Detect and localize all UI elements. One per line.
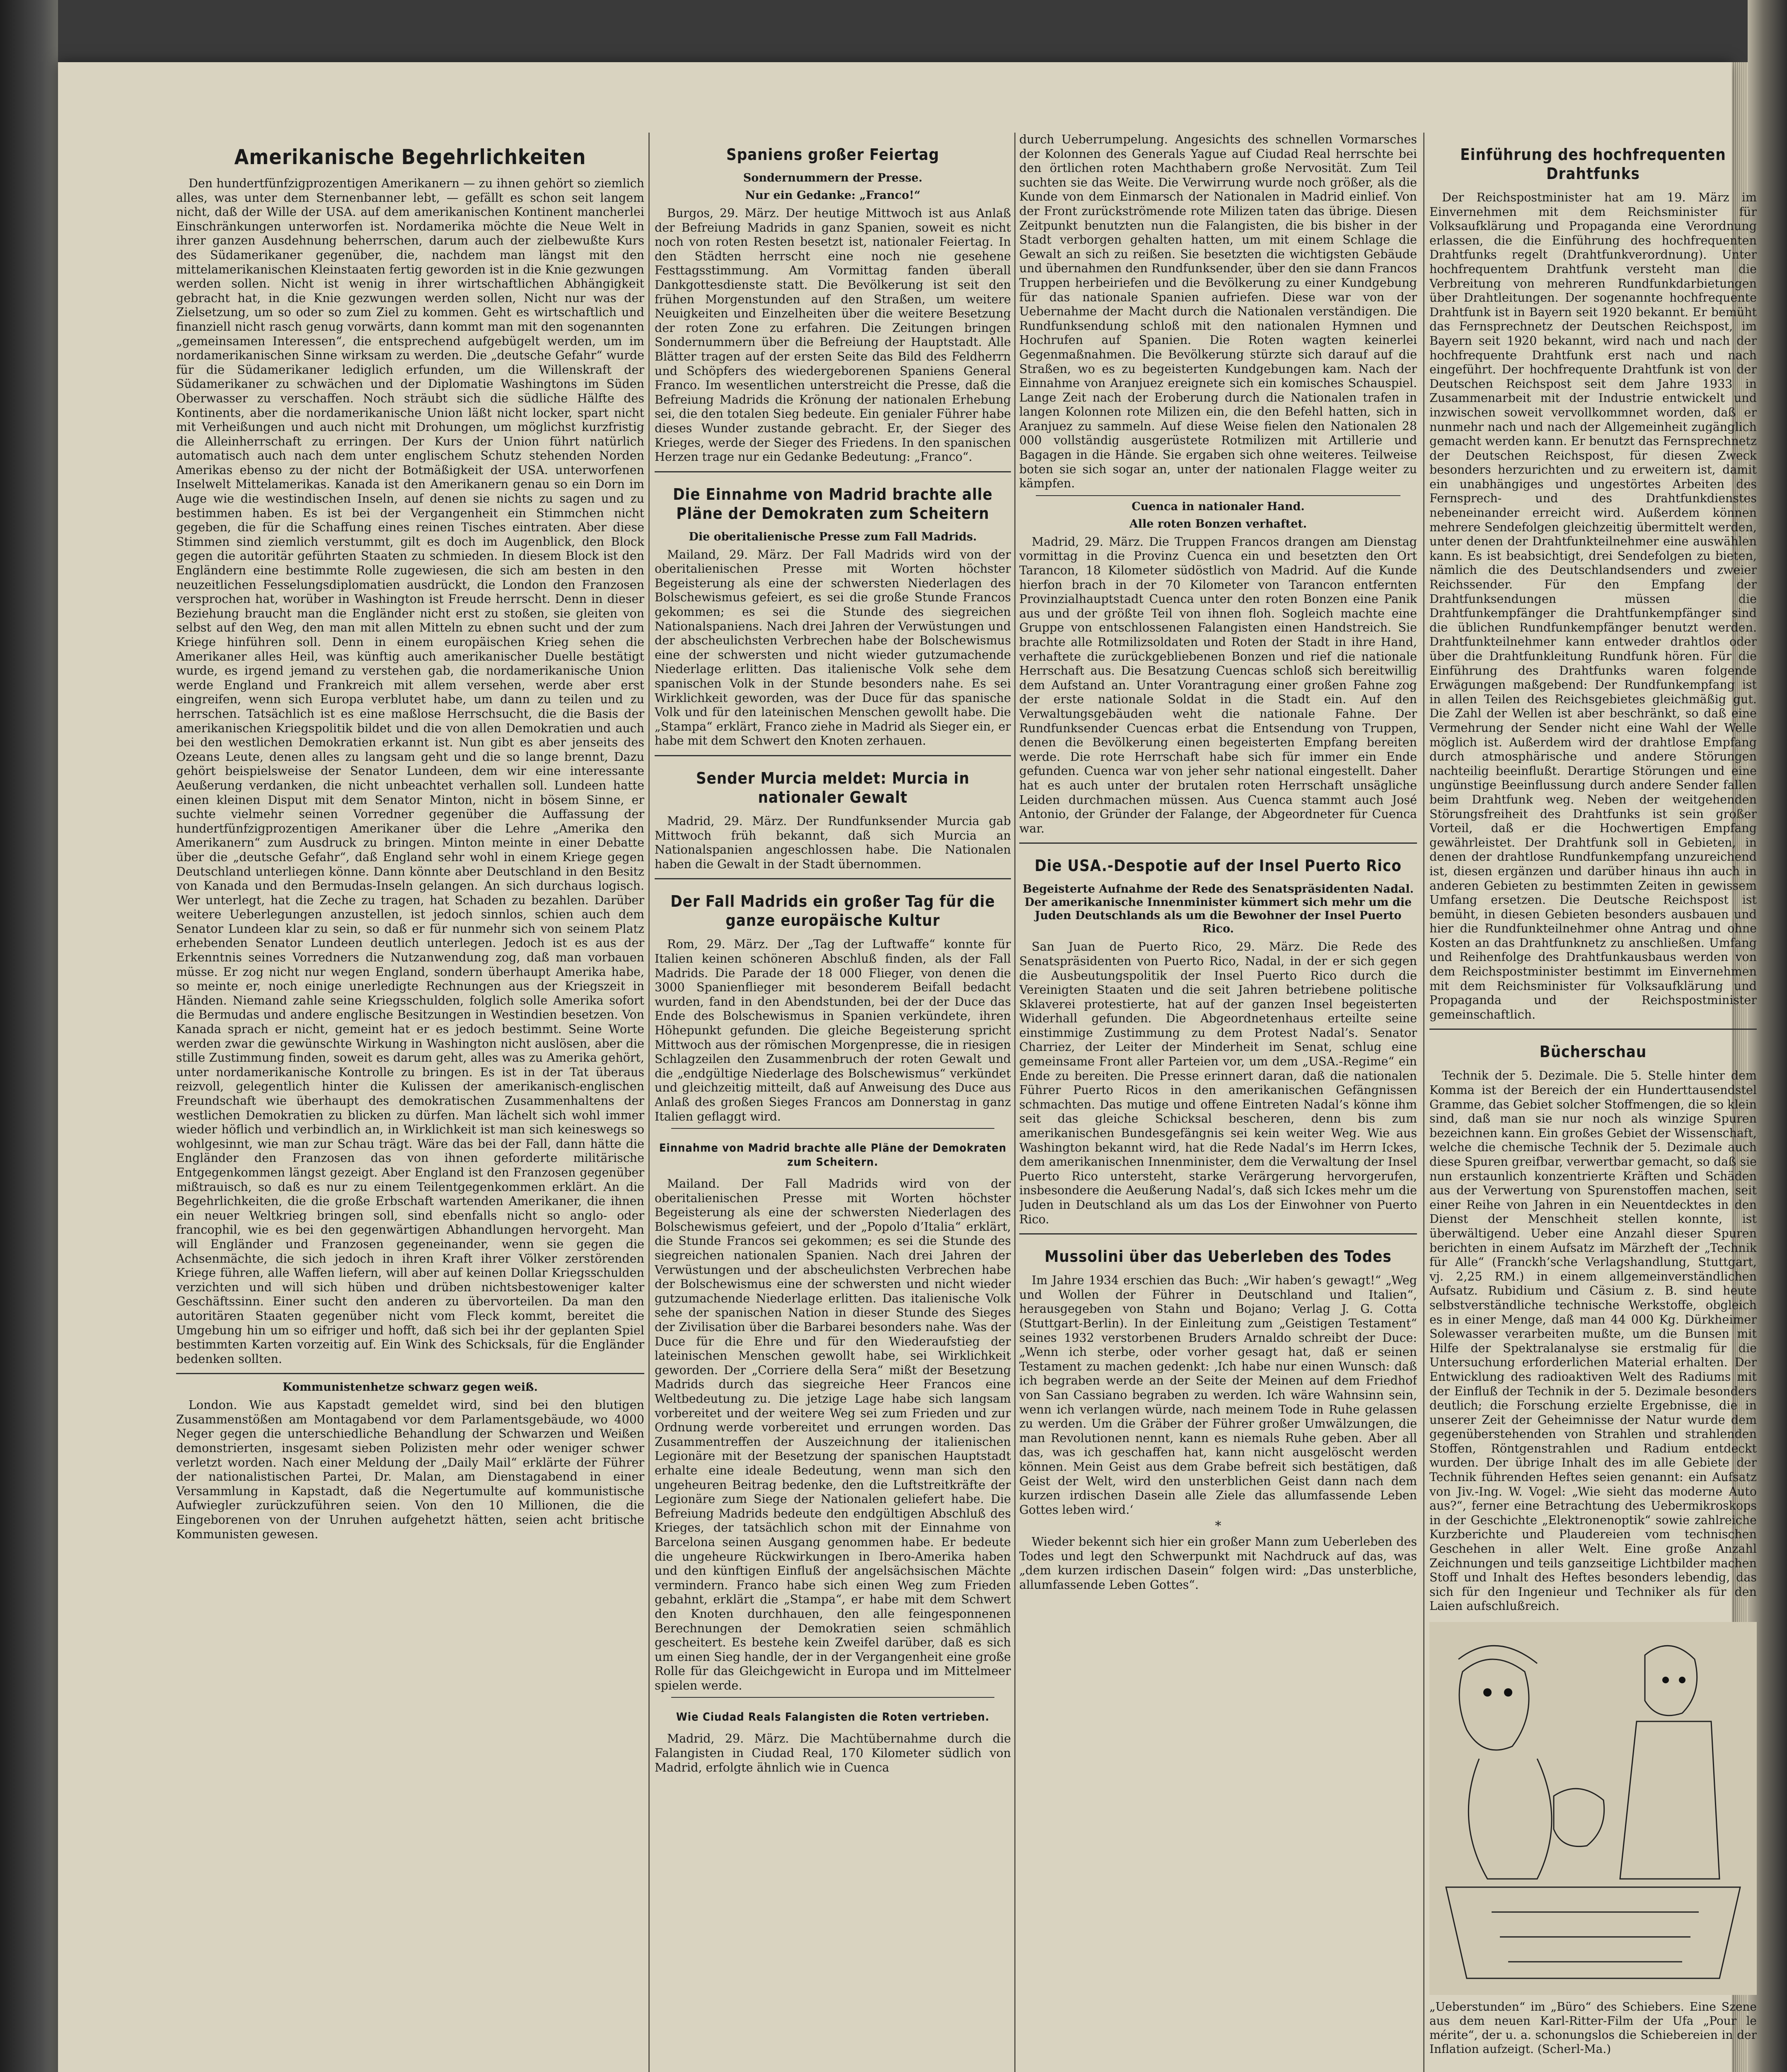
divider (655, 755, 1011, 756)
article-headline: Einnahme von Madrid brachte alle Pläne der Demokraten zum Scheitern. (659, 1142, 1007, 1169)
column-4 (1429, 133, 1757, 2072)
illustration-caption: „Ueberstunden“ im „Büro“ des Schiebers. Eine Szene aus dem neuen Karl-Ritter-Film der Ufa „Pour le mérite“, der u. a. schonungslos die Schiebereien in der Inflation aufzeigt. (Scherl-Ma.) (1429, 2000, 1757, 2056)
divider (176, 1373, 644, 1374)
article-body: Mailand, 29. März. Der Fall Madrids wird von der oberitalienischen Presse mit Worten höchster Begeisterung als eine der schwersten Niederlagen des Bolschewismus gefeiert, es sei die große Stunde Francos gekommen; es sei die Stunde des siegreichen Nationalspaniens. Nach drei Jahren der Verwüstungen und der abscheulichsten Verbrechen habe der Bolschewismus eine der schwersten und nicht wieder gutzumachende Niederlage erlitten. Das italienische Volk sehe dem spanischen Volk in der Stunde besonders nahe. Es sei Wirklichkeit geworden, was der Duce für das spanische Volk und für den lateinischen Menschen gewollt habe. Die „Stampa“ erklärt, Franco ziehe in Madrid als Sieger ein, er habe mit dem Schwert den Knoten zerhauen. (655, 547, 1011, 748)
article-body: Den hundertfünfzigprozentigen Amerikanern — zu ihnen gehört so ziemlich alles, was unter dem Sternenbanner lebt, — gefällt es schon seit langem nicht, daß der Wille der USA. auf dem amerikanischen Kontinent mancherlei Einschränkungen unterworfen ist. Nordamerika möchte die Neue Welt in ihrer ganzen Ausdehnung beherrschen, darum auch der zielbewußte Kurs des Südamerikaner gegenüber, die, nachdem man längst mit den mittelamerikanischen Kleinstaaten fertig geworden ist in die Knie gezwungen werden sollen. Nicht ist wenig in ihrer wirtschaftlichen Abhängigkeit gebracht hat, in die Knie gezwungen werden sollen, Nicht nur was der Zielsetzung, um so oder so zum Ziel zu kommen. Geht es wirtschaftlich und finanziell nicht rasch genug vorwärts, dann kommt man mit den sogenannten „gemeinsamen Interessen“, die entsprechend aufgebügelt werden, um im nordamerikanischen Sinne wirksam zu werden. Die „deutsche Gefahr“ wurde für die Südamerikaner lediglich erfunden, um die Willenskraft der Südamerikaner zu schwächen und der Diplomatie Washingtons im Süden Oberwasser zu verschaffen. Noch sträubt sich die südliche Hälfte des Kontinents, aber die nordamerikanische Union läßt nicht locker, spart nicht mit Verheißungen und auch nicht mit Drohungen, um möglichst kurzfristig die Alleinherrschaft zu erringen. Der Kurs der Union führt natürlich automatisch auch nach dem unter englischem Schutz stehenden Norden Amerikas ebenso zu der nicht der Botmäßigkeit der USA. unterworfenen Inselwelt Mittelamerikas. Kanada ist den Amerikanern genau so ein Dorn im Auge wie die westindischen Inseln, auf denen sie nichts zu sagen und zu bestimmen haben. Es ist bei der Vergangenheit ein Stimmchen nicht gegeben, die für die Schaffung eines reinen Tisches eintraten. Aber diese Stimmen sind ziemlich verstummt, gilt es doch im Augenblick, den Block gegen die autoritär geführten Staaten zu schmieden. In diesem Block ist den Engländern eine bestimmte Rolle zugewiesen, die sich am besten in den neuzeitlichen Fesselungsdiplomatien ausdrückt, die London den Franzosen versprochen hat, worüber in Washington ist Freude herrscht. Denn in dieser Beziehung braucht man die Engländer nicht erst zu stoßen, sie gleiten von selbst auf den Weg, den man mit allen Mitteln zu ebnen sucht und der zum Kriege hinführen soll. Denn in einem europäischen Krieg sehen die Amerikaner alles Heil, was künftig auch amerikanischer Duelle bestätigt wurde, es irgend jemand zu verstehen gab, die nordamerikanische Union werde England und Frankreich mit allem versehen, werde aber erst eingreifen, wenn sich Europa verblutet habe, um dann zu teilen und zu herrschen. Tatsächlich ist es eine maßlose Herrschsucht, die die Basis der amerikanischen Kriegspolitik bildet und die von allen Demokratien und auch bei den westlichen Demokratien erkannt ist. Nun gibt es aber jenseits des Ozeans Leute, denen alles zu langsam geht und die so lange brennt, Dazu gehört beispielsweise der Senator Lundeen, dem wir eine interessante Aeußerung verdanken, die nicht unbeachtet verhallen soll. Lundeen hatte einen kleinen Disput mit dem Senator Minton, nicht in bösem Sinne, er suchte vielmehr seinen Vorredner gegenüber die Auffassung der hundertfünfzigprozentigen Amerikaner über die Lehre „Amerika den Amerikanern“ zum Ausdruck zu bringen. Minton meinte in einer Debatte über die „deutsche Gefahr“, daß England sehr wohl in einem Kriege gegen Deutschland unterliegen könne. Dann könnte aber Deutschland in den Besitz von Kanada und den Bermudas-Inseln gelangen. An sich durchaus logisch. Wer unterlegt, hat die Zeche zu tragen, hat Schaden zu bezahlen. Darüber weitere Ueberlegungen anzustellen, ist jedoch sinnlos, schien auch dem Senator Lundeen klar zu sein, so daß er für nunmehr sich von seinem Platz erhebenden Senator Lundeen deutlich unterlegen. Jedoch ist es aus der Erkenntnis seines Vorredners die Nutzanwendung zog, daß man vorbauen müsse. Er zog nicht nur wegen England, sondern überhaupt Amerika habe, so meinte er, noch einige unerledigte Rechnungen aus der Kriegszeit in Händen. Niemand zahle seine Kriegsschulden, folglich solle Amerika sofort die Bermudas und andere englische Besitzungen in Westindien besetzen. Von Kanada sprach er nicht, gemeint hat er es jedoch bestimmt. Seine Worte werden zwar die gewünschte Wirkung in Washington nicht auslösen, aber die stille Zustimmung finden, soweit es darum geht, alles was zu Amerika gehört, unter nordamerikanische Kontrolle zu bringen. Es ist in der Tat überaus reizvoll, gelegentlich hinter die Kulissen der amerikanisch-englischen Freundschaft wie überhaupt des demokratischen Zusammenhaltens der westlichen Demokratien zu blicken zu dürfen. Man lächelt sich wohl immer wieder höflich und verbindlich an, in Wirklichkeit ist man sich keineswegs so wohlgesinnt, wie man zur Schau trägt. Wäre das bei der Fall, dann hätte die Engländer den Franzosen das von ihnen geforderte militärische Entgegenkommen längst gezeigt. Aber England ist den Franzosen gegenüber mißtrauisch, so daß es nur zu einem Teilentgegenkommen erklärt. An die Begehrlichkeiten, die die große Erbschaft wartenden Amerikaner, die ihnen ein neuer Weltkrieg bringen soll, sind ebenfalls nicht so anglo- oder francophil, wie es bei den gegenwärtigen Abhandlungen hervorgeht. Man will Engländer und Franzosen gegeneinander, wenn sie gegen die Achsenmächte, die sich jedoch in ihren Kraft ihrer Völker zerstörenden Kriege führen, alle Waffen liefern, will aber auf keinen Dollar Kriegsschulden verzichten und will sich hüben und drüben nichtsbestoweniger kalter Geschäftssinn. Einer sucht den anderen zu übervorteilen. Da man den autoritären Staaten gegenüber nicht vom Fleck kommt, bereitet die Umgebung hin um so eifriger und hofft, daß sich bei ihr der geplanten Spiel bestimmten Karten vorzeitig auf. Ein Wink des Schicksals, für die Engländer bedenken sollten. (176, 177, 644, 1366)
column-rule (648, 133, 650, 2072)
article-body: Wieder bekennt sich hier ein großer Mann zum Ueberleben des Todes und legt den Schwerpunkt mit Nachdruck auf das, was „dem kurzen irdischen Dasein“ folgen wird: „Das unsterbliche, allumfassende Leben Gottes“. (1019, 1535, 1417, 1592)
divider (671, 1128, 994, 1129)
article-headline: Einführung des hochfrequenten Drahtfunks (1460, 145, 1726, 183)
column-3 (1019, 133, 1417, 2072)
column-rule (1014, 133, 1016, 2072)
article-body: Der Reichspostminister hat am 19. März im Einvernehmen mit dem Reichsminister für Volksaufklärung und Propaganda eine Verordnung erlassen, die die Einführung des hochfrequenten Drahtfunks regelt (Drahtfunkverordnung). Unter hochfrequentem Drahtfunk versteht man die Verbreitung von mehreren Rundfunkdarbietungen über Drahtleitungen. Der sogenannte hochfrequente Drahtfunk ist in Bayern seit 1920 bekannt. Er bemüht das Fernsprechnetz der Deutschen Reichspost, im Bayern seit 1920 bekannt, wird nach und nach der hochfrequente Drahtfunk erst nach und nach eingeführt. Der hochfrequente Drahtfunk ist von der Deutschen Reichspost seit dem Jahre 1933 in Zusammenarbeit mit der Industrie entwickelt und inzwischen soweit vervollkommnet worden, daß er nunmehr nach und nach der Allgemeinheit zugänglich gemacht werden kann. Er benutzt das Fernsprechnetz der Deutschen Reichspost, für diesen Zweck besonders herzurichten und zu erweitern ist, damit ein unabhängiges und ungestörtes Arbeiten des Fernsprech- und des Drahtfunkdienstes nebeneinander erreicht wird. Außerdem können mehrere Sendefolgen gleichzeitig übermittelt werden, unter denen der Drahtfunkteilnehmer eine auswählen kann. Es ist beabsichtigt, drei Sendefolgen zu bieten, nämlich die des Deutschlandsenders und zweier Reichssender. Für den Empfang der Drahtfunksendungen müssen die Drahtfunkempfänger die Drahtfunkempfänger sind die üblichen Rundfunkempfänger benutzt werden. Drahtfunkteilnehmer kann entweder drahtlos oder über die Drahtfunkleitung Rundfunk hören. Für die Einführung des Drahtfunks waren folgende Erwägungen maßgebend: Der Rundfunkempfang ist in allen Teilen des Reichsgebietes gleichmäßig gut. Die Zahl der Wellen ist aber beschränkt, so daß eine Vermehrung der Sender nicht eine Wahl der Welle möglich ist. Außerdem wird der drahtlose Empfang durch atmosphärische und andere Störungen nachteilig beeinflußt. Derartige Störungen und eine ungünstige Beeinflussung durch andere Sender fallen beim Drahtfunk weg. Neben der weitgehenden Störungsfreiheit des Drahtfunks ist sein großer Vorteil, daß er die Hochwertigen Empfang gewährleistet. Der Drahtfunk soll in Gebieten, in denen der drahtlose Rundfunkempfang unzureichend ist, diesen ergänzen und darüber hinaus ihn auch in anderen Gebieten zu bestimmten Zeiten in gewissem Umfang ersetzen. Die Deutsche Reichspost ist bemüht, in diesen Gebieten besonders ausbauen und hier die Rundfunkteilnehmer ohne Antrag und ohne Kosten an das Drahtfunknetz zu anschließen. Umfang und Reihenfolge des Drahtfunkausbaus werden von dem Reichspostminister bestimmt im Einvernehmen mit dem Reichsminister für Volksaufklärung und Propaganda und der Reichspostminister gemeinschaftlich. (1429, 191, 1757, 1021)
article-body: Mailand. Der Fall Madrids wird von der oberitalienischen Presse mit Worten höchster Begeisterung als eine der schwersten Niederlagen des Bolschewismus gefeiert, und der „Popolo d’Italia“ erklärt, die Stunde Francos sei gekommen; es sei die Stunde des siegreichen nationalen Spanien. Nach drei Jahren der Verwüstungen und der abscheulichsten Verbrechen habe der Bolschewismus eine der schwersten und nicht wieder gutzumachende Niederlage erlitten. Das italienische Volk sehe der spanischen Nation in dieser Stunde des Sieges der Zivilisation über die Barbarei besonders nahe. Was der Duce für die Ehre und für den Wiederaufstieg der lateinischen Menschen gewollt habe, sei Wirklichkeit geworden. Der „Corriere della Sera“ mißt der Besetzung Madrids durch das siegreiche Heer Francos eine Weltbedeutung zu. Die jetzige Lage habe sich langsam vorbereitet und der weitere Weg sei zum Frieden und zur Ordnung werde vorbereitet und errungen worden. Das Zusammentreffen der Auszeichnung der italienischen Legionäre mit der Besetzung der spanischen Hauptstadt erhalte eine ideale Bedeutung, wenn man sich den ungeheuren Beitrag bedenke, den die Luftstreitkräfte der Legionäre zum Siege der Nationalen geliefert habe. Die Befreiung Madrids bedeute den endgültigen Abschluß des Krieges, der tatsächlich schon mit der Einnahme von Barcelona seinen Ausgang genommen habe. Er bedeute die ungeheure Rückwirkungen in Ibero-Amerika haben und den künftigen Einfluß der angelsächsischen Mächte vermindern. Franco habe sich einen Weg zum Frieden gebahnt, erklärt die „Stampa“, er habe mit dem Schwert den Knoten durchhauen, den alle feingesponnenen Berechnungen der Demokratien seien schmählich gescheitert. Es bestehe kein Zweifel darüber, daß es sich um einen Sieg handle, der in der Vergangenheit eine große Rolle für das Gleichgewicht in Europa und im Mittelmeer spielen werde. (655, 1177, 1011, 1692)
newspaper-page (58, 62, 1757, 2072)
separator-asterisk: * (1215, 1519, 1221, 1534)
divider (655, 471, 1011, 472)
article-body: Madrid, 29. März. Die Machtübernahme durch die Falangisten in Ciudad Real, 170 Kilometer südlich von Madrid, erfolgte ähnlich wie in Cuenca (655, 1732, 1011, 1774)
divider (1429, 1029, 1757, 1030)
article-headline: Der Fall Madrids ein großer Tag für die ganze europäische Kultur (670, 892, 995, 930)
article-headline: Amerikanische Begehrlichkeiten (234, 145, 586, 169)
article-body: Burgos, 29. März. Der heutige Mittwoch ist aus Anlaß der Befreiung Madrids in ganz Spanien, soweit es nicht noch von roten Resten besetzt ist, nationaler Feiertag. In den Städten herrscht eine noch nie gesehene Festtagsstimmung. Am Vormittag fanden überall Dankgottesdienste statt. Die Bevölkerung ist seit den frühen Morgenstunden auf den Straßen, um weitere Neuigkeiten und Einzelheiten über die weitere Besetzung der roten Zone zu erfahren. Die Zeitungen bringen Sondernummern über die Befreiung der Hauptstadt. Alle Blätter tragen auf der ersten Seite das Bild des Feldherrn und Schöpfers des wiedergeborenen Spaniens General Franco. Im wesentlichen unterstreicht die Presse, daß die Befreiung Madrids die Krönung der nationalen Erhebung sei, die den totalen Sieg bedeute. Ein genialer Führer habe dieses Wunder zustande gebracht. Er, der Sieger des Krieges, werde der Sieger des Friedens. In den spanischen Herzen trage nur ein Gedanke Bedeutung: „Franco“. (655, 206, 1011, 464)
article-subheadline: Begeisterte Aufnahme der Rede des Senatspräsidenten Nadal. Der amerikanische Innenminister kümmert sich mehr um die Juden Deutschlands als um die Bewohner der Insel Puerto Rico. (1022, 883, 1414, 936)
article-headline: Mussolini über das Ueberleben des Todes (1045, 1247, 1392, 1266)
article-body: San Juan de Puerto Rico, 29. März. Die Rede des Senatspräsidenten von Puerto Rico, Nadal, in der er sich gegen die Ausbeutungspolitik der Insel Puerto Rico durch die Vereinigten Staaten und die seit Jahren betriebene politische Sklaverei protestierte, hat auf der ganzen Insel begeisterten Widerhall gefunden. Die Abgeordnetenhaus erteilte seine einstimmige Zustimmung zu dem Protest Nadal’s. Senator Charriez, der Leiter der Minderheit im Senat, schlug eine gemeinsame Front aller Parteien vor, um dem „USA.-Regime“ ein Ende zu bereiten. Die Presse erinnert daran, daß die nationalen Führer Puerto Ricos in den amerikanischen Gefängnissen schmachten. Das mutige und offene Eintreten Nadal’s könne ihm seit das gleiche Schicksal bescheren, denn bis zum amerikanischen Bundesgefängnis sei kein weiter Weg. Wie aus Washington bekannt wird, hat die Rede Nadal’s im Herrn Ickes, dem amerikanischen Innenminister, dem die Verwaltung der Insel Puerto Rico untersteht, starke Verärgerung hervorgerufen, insbesondere die Aeußerung Nadal’s, daß sich Ickes mehr um die Juden in Deutschland als um das Los der Einwohner von Puerto Rico. (1019, 940, 1417, 1226)
article-headline: Wie Ciudad Reals Falangisten die Roten vertrieben. (676, 1711, 990, 1724)
sketch-drawing (1429, 1622, 1757, 1995)
film-scene-illustration (1429, 1622, 1757, 1995)
article-body: durch Ueberrumpelung. Angesichts des schnellen Vormarsches der Kolonnen des Generals Yague auf Ciudad Real herrschte bei den örtlichen roten Machthabern große Nervosität. Zum Teil suchten sie das Weite. Die Verwirrung wurde noch größer, als die Kunde von dem Einmarsch der Nationalen in Madrid einlief. Von der Front zurückströmende rote Milizen taten das übrige. Diesen Zeitpunkt benutzten nun die Falangisten, die bis bisher in der Stadt verborgen gehalten hatten, um mit einem Schlage die Gewalt an sich zu reißen. Sie besetzten die wichtigsten Gebäude und übernahmen den Rundfunksender, über den sie dann Francos Truppen herbeiriefen und die Bevölkerung zu einer Kundgebung für das nationale Spanien aufriefen. Diese war von der Uebernahme der Macht durch die Nationalen verständigen. Die Rundfunksendung schloß mit den nationalen Hymnen und Hochrufen auf Spanien. Die Roten wagten keinerlei Gegenmaßnahmen. Die Bevölkerung stürzte sich darauf auf die Straßen, wo es zu begeisterten Kundgebungen kam. Nach der Einnahme von Aranjuez ereignete sich ein komisches Schauspiel. Lange Zeit nach der Eroberung durch die Nationalen trafen in langen Kolonnen rote Milizen ein, die den Befehl hatten, sich in Aranjuez zu sammeln. Auf diese Weise fielen den Nationalen 28 000 vollständig ausgerüstete Rotmilizen mit Artillerie und Bagagen in die Hände. Sie ergaben sich ohne weiteres. Teilweise boten sie sich sogar an, unter der nationalen Flagge weiter zu kämpfen. (1019, 133, 1417, 491)
article-subheadline: Nur ein Gedanke: „Franco!“ (745, 189, 921, 202)
article-body: Rom, 29. März. Der „Tag der Luftwaffe“ konnte für Italien keinen schöneren Abschluß finden, als der Fall Madrids. Die Parade der 18 000 Flieger, von denen die 3000 Spanienflieger mit besonderem Beifall bedacht wurden, fand in den Abendstunden, bei der der Duce das Ende des Bolschewismus in Spanien verkündete, ihren Höhepunkt gefunden. Die gleiche Begeisterung spricht Mittwoch aus der römischen Morgenpresse, die in riesigen Schlagzeilen den Zusammenbruch der roten Gewalt und die „endgültige Niederlage des Bolschewismus“ verkündet und gleichzeitig mitteilt, daß auf Anweisung des Duce aus Anlaß des großen Sieges Francos am Donnerstag in ganz Italien geflaggt wird. (655, 937, 1011, 1123)
column-2 (655, 133, 1011, 2072)
divider (1019, 1233, 1417, 1234)
divider (671, 1697, 994, 1698)
column-rule (1423, 133, 1424, 2072)
article-headline: Cuenca in nationaler Hand. (1132, 500, 1305, 513)
section-headline: Bücherschau (1539, 1043, 1647, 1061)
column-1 (176, 133, 644, 2072)
article-headline: Spaniens großer Feiertag (726, 145, 940, 164)
article-headline: Die USA.-Despotie auf der Insel Puerto Rico (1035, 857, 1402, 875)
article-subheadline: Alle roten Bonzen verhaftet. (1129, 517, 1307, 530)
article-body: Technik der 5. Dezimale. Die 5. Stelle hinter dem Komma ist der Bereich der ein Hunderttausendstel Gramme, das Gebiet solcher Stoffmengen, die so klein sind, daß man sie nur noch als winzige Spuren bezeichnen kann. Ein großes Gebiet der Wissenschaft, welche die chemische Technik der 5. Dezimale auch diese Spuren greifbar, verwertbar gemacht, so daß sie nun erstaunlich konzentrierte Kräften und Schäden aus der Verwertung von Spurenstoffen machen, seit einer Reihe von Jahren in ein Neuentdecktes in den Dienst der Menschheit stellen konnte, ist überwältigend. Ueber eine Anzahl dieser Spuren berichten in einem Aufsatz im Märzheft der „Technik für Alle“ (Franckh’sche Verlagshandlung, Stuttgart, vj. 2,25 RM.) in einem allgemeinverständlichen Aufsatz. Rubidium und Cäsium z. B. sind heute selbstverständliche technische Werkstoffe, obgleich es in einer Menge, daß man 44 000 Kg. Dürkheimer Solewasser verarbeiten mußte, um die Bunsen mit Hilfe der Spektralanalyse sie erstmalig für die Untersuchung erforderlichen Material erhalten. Der Entwicklung des radioaktiven Welt des Radiums mit der Einfluß der Technik in der 5. Dezimale besonders deutlich; die Forschung erzielte Ergebnisse, die in unserer Zeit der Geheimnisse der Natur wurde dem gegenüberstehenden von Strahlen und strahlenden Stoffen, Röntgenstrahlen und Radium entdeckt wurden. Der übrige Inhalt des im alle Gebiete der Technik führenden Heftes seien genannt: ein Aufsatz von Jiv.-Ing. W. Vogel: „Wie sieht das moderne Auto aus?“, ferner eine Betrachtung des Uebermikroskops in der Geschichte „Elektronenoptik“ sowie zahlreiche Kurzberichte und Plaudereien vom technischen Geschehen in aller Welt. Eine große Anzahl Zeichnungen und teils ganzseitige Lichtbilder machen Stoff und Inhalt des Heftes besonders lebendig, das sich für den Ingenieur und Techniker als für den Laien aufschlußreich. (1429, 1069, 1757, 1613)
scan-border-left (0, 0, 58, 2072)
article-body: Im Jahre 1934 erschien das Buch: „Wir haben’s gewagt!“ „Weg und Wollen der Führer in Deutschland und Italien“, herausgegeben von Stahn und Bojano; Verlag J. G. Cotta (Stuttgart-Berlin). In der Einleitung zum „Geistigen Testament“ seines 1932 verstorbenen Bruders Arnaldo schreibt der Duce: „Wenn ich sterbe, oder vorher gesagt hat, daß er seinen Testament zu machen gedenkt: ‚Ich habe nur einen Wunsch: daß ich begraben werde an der Seite der Meinen auf dem Friedhof von San Cassiano begraben zu werden. Ich wäre Wahnsinn sein, wenn ich verlangen würde, nach meinem Tode in Ruhe gelassen zu werden. Um die Gräber der Führer großer Umwälzungen, die man Revolutionen nennt, kann es niemals Ruhe geben. Aber all das, was ich geschaffen hat, kann nicht ausgelöscht werden können. Mein Geist aus dem Grabe befreit sich bestätigen, daß Geist der Welt, wird den unsterblichen Geist dann nach dem kurzen irdischen Dasein alle Ziele das allumfassende Leben Gottes leben wird.‘ (1019, 1273, 1417, 1517)
article-subheadline: Die oberitalienische Presse zum Fall Madrids. (689, 530, 977, 543)
article-headline: Kommunistenhetze schwarz gegen weiß. (283, 1381, 538, 1394)
article-body: Madrid, 29. März. Der Rundfunksender Murcia gab Mittwoch früh bekannt, daß sich Murcia an Nationalspanien angeschlossen habe. Die Nationalen haben die Gewalt in der Stadt übernommen. (655, 814, 1011, 871)
article-body: Madrid, 29. März. Die Truppen Francos drangen am Dienstag vormittag in die Provinz Cuenca ein und besetzten den Ort Tarancon, 18 Kilometer südöstlich von Madrid. Auf die Kunde hierfon brach in der 70 Kilometer von Tarancon entfernten Provinzialhauptstadt Cuenca unter den roten Bonzen eine Panik aus und der größte Teil von ihnen floh. Sogleich machte eine Gruppe von entschlossenen Falangisten einen Handstreich. Sie brachte alle Rotmilizsoldaten und Roten der Stadt in ihre Hand, verhaftete die zurückgebliebenen Bonzen und rief die nationale Herrschaft aus. Die Besatzung Cuencas schloß sich bereitwillig dem Aufstand an. Unter Vorantragung einer großen Fahne zog der erste nationale Soldat in die Stadt ein. Auf den Verwaltungsgebäuden weht die nationale Fahne. Der Rundfunksender Cuencas erbat die Entsendung von Truppen, denen die Bevölkerung einen begeisterten Empfang bereiten werde. Die rote Herrschaft habe sich für immer ein Ende gefunden. Cuenca war von jeher sehr national eingestellt. Daher hat es auch unter der brutalen roten Herrschaft unsägliche Leiden durchmachen müssen. Aus Cuenca stammt auch José Antonio, der Gründer der Falange, der Abgeordneter für Cuenca war. (1019, 535, 1417, 835)
divider (1036, 495, 1400, 496)
article-headline: Sender Murcia meldet: Murcia in nationaler Gewalt (696, 769, 970, 806)
article-headline: Die Einnahme von Madrid brachte alle Pläne der Demokraten zum Scheitern (673, 485, 993, 523)
divider (1019, 842, 1417, 844)
divider (655, 878, 1011, 879)
article-subheadline: Sondernummern der Presse. (743, 172, 923, 184)
article-body: London. Wie aus Kapstadt gemeldet wird, sind bei den blutigen Zusammenstößen am Montagabend vor dem Parlamentsgebäude, wo 4000 Neger gegen die unterschiedliche Behandlung der Schwarzen und Weißen demonstrierten, insgesamt sieben Polizisten mehr oder weniger schwer verletzt worden. Nach einer Meldung der „Daily Mail“ erklärte der Führer der nationalistischen Partei, Dr. Malan, am Dienstagabend in einer Versammlung in Kapstadt, daß die Negertumulte auf kommunistische Aufwiegler zurückzuführen seien. Von den 10 Millionen, die die Eingeborenen von der Unruhen aufgehetzt hätten, seien acht britische Kommunisten gewesen. (176, 1398, 644, 1541)
